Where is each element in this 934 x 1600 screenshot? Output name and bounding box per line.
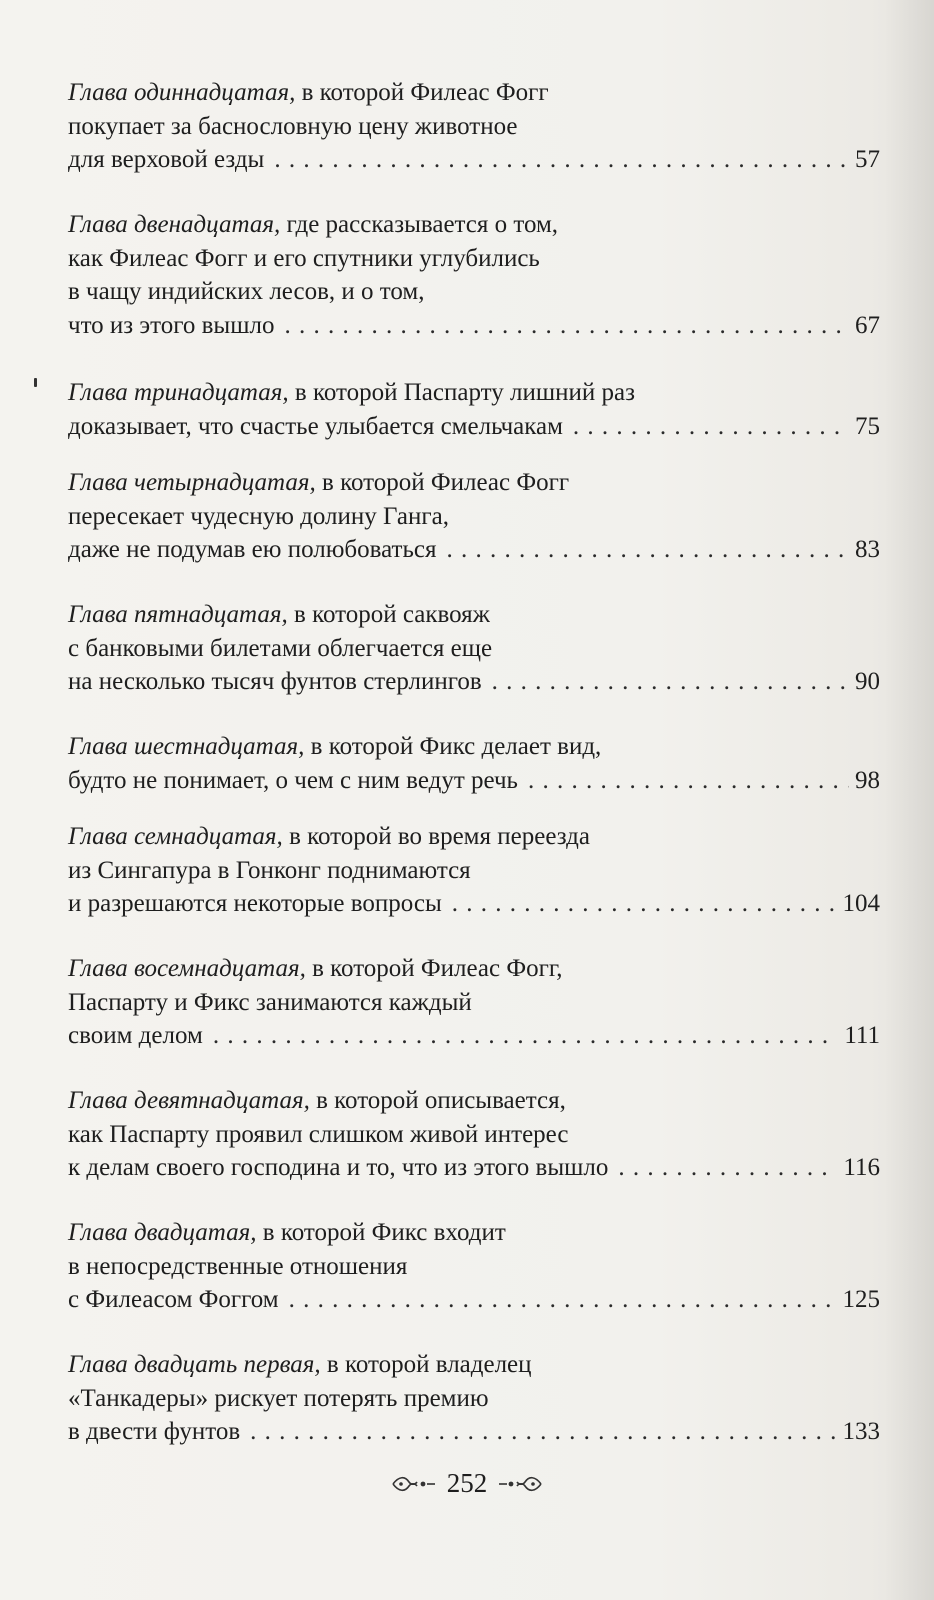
chapter-description: в которой Фикс входит xyxy=(256,1219,506,1246)
toc-page-number: 133 xyxy=(842,1418,880,1445)
chapter-description-line: доказывает, что счастье улыбается смельчакам xyxy=(68,412,563,440)
chapter-description: в которой Филеас Фогг xyxy=(315,469,570,496)
toc-entry-first-line xyxy=(68,376,880,410)
chapter-description: в которой саквояж xyxy=(287,601,490,628)
dot-leader xyxy=(446,533,849,567)
chapter-description-line: в чащу индийских лесов, и о том, xyxy=(68,278,425,305)
toc-entry xyxy=(68,598,880,699)
chapter-description: в которой Филеас Фогг, xyxy=(305,955,563,982)
toc-entry-last-line xyxy=(68,309,880,343)
toc-entry-last-line xyxy=(68,1415,880,1449)
toc-entry-first-line xyxy=(68,598,880,632)
chapter-description-line: даже не подумав ею полюбоваться xyxy=(68,536,437,563)
fleuron-left-icon xyxy=(391,1472,437,1496)
toc-page-number: 111 xyxy=(844,1022,880,1049)
toc-entry-first-line xyxy=(68,820,880,854)
chapter-description-line: с банковыми билетами облегчается еще xyxy=(68,634,493,662)
toc-page-number: 125 xyxy=(842,1286,880,1313)
toc-entry-first-line xyxy=(68,1084,880,1118)
page-footer xyxy=(0,1468,934,1499)
toc-page-number: 83 xyxy=(855,536,880,563)
toc-entry-first-line xyxy=(68,1216,880,1250)
toc-page-number: 57 xyxy=(855,146,880,173)
dot-leader xyxy=(492,665,849,699)
chapter-description: где рассказывается о том, xyxy=(280,211,559,238)
chapter-description-line: своим делом xyxy=(68,1022,203,1049)
chapter-title: Глава двадцать первая, xyxy=(68,1351,321,1378)
toc-entry-first-line xyxy=(68,466,880,500)
chapter-description: в которой Паспарту лишний раз xyxy=(288,379,635,406)
chapter-description: в которой описывается, xyxy=(309,1087,566,1114)
chapter-description-line: Паспарту и Фикс занимаются каждый xyxy=(68,988,472,1016)
toc-entry xyxy=(68,208,880,342)
toc-entry-last-line xyxy=(68,764,880,798)
chapter-title: Глава двадцатая, xyxy=(68,1219,257,1246)
page-number: 252 xyxy=(446,1468,488,1498)
toc-page-number: 98 xyxy=(855,766,880,794)
chapter-title: Глава тринадцатая, xyxy=(68,379,289,406)
chapter-description: в которой во время переезда xyxy=(282,823,590,850)
chapter-description-line: что из этого вышло xyxy=(68,311,275,339)
dot-leader xyxy=(284,309,849,343)
toc-entry-last-line xyxy=(68,410,880,444)
toc-entry xyxy=(68,376,880,443)
chapter-description-line: пересекает чудесную долину Ганга, xyxy=(68,502,449,530)
dot-leader xyxy=(528,764,849,798)
toc-entry xyxy=(68,952,880,1053)
chapter-title: Глава девятнадцатая, xyxy=(68,1087,310,1114)
chapter-description-line: с Филеасом Фоггом xyxy=(68,1286,279,1313)
fleuron-right-icon xyxy=(497,1472,543,1496)
toc-entry-first-line xyxy=(68,208,880,242)
toc-entry xyxy=(68,1348,880,1449)
toc-entry-last-line xyxy=(68,665,880,699)
chapter-title: Глава пятнадцатая, xyxy=(68,601,288,628)
chapter-title: Глава шестнадцатая, xyxy=(68,733,305,760)
chapter-description-line: будто не понимает, о чем с ним ведут речь xyxy=(68,766,518,794)
toc-entry-first-line xyxy=(68,952,880,986)
dot-leader xyxy=(452,887,837,921)
chapter-description-line: «Танкадеры» рискует потерять премию xyxy=(68,1384,489,1412)
toc-page-number: 116 xyxy=(843,1154,880,1181)
chapter-description: в которой владелец xyxy=(320,1351,532,1378)
toc-entry xyxy=(68,730,880,797)
toc-entry-last-line xyxy=(68,1019,880,1053)
chapter-title: Глава восемнадцатая, xyxy=(68,955,306,982)
toc-page-number: 90 xyxy=(855,668,880,695)
chapter-description-line: и разрешаются некоторые вопросы xyxy=(68,890,442,917)
toc-page-number: 67 xyxy=(855,311,880,339)
toc-entry-last-line xyxy=(68,1151,880,1185)
toc-entry-last-line xyxy=(68,887,880,921)
dot-leader xyxy=(250,1415,836,1449)
toc-entry xyxy=(68,466,880,567)
toc-entry xyxy=(68,820,880,921)
toc-entry xyxy=(68,76,880,177)
chapter-description-line: на несколько тысяч фунтов стерлингов xyxy=(68,668,482,695)
toc-entry-last-line xyxy=(68,1283,880,1317)
toc-entry xyxy=(68,1084,880,1185)
toc-entry xyxy=(68,1216,880,1317)
chapter-description: в которой Филеас Фогг xyxy=(295,79,549,106)
toc-entry-first-line xyxy=(68,730,880,764)
dot-leader xyxy=(289,1283,837,1317)
toc-entry-last-line xyxy=(68,143,880,177)
chapter-description-line: из Сингапура в Гонконг поднимаются xyxy=(68,856,471,884)
chapter-description-line: покупает за баснословную цену животное xyxy=(68,112,518,140)
toc-entry-last-line xyxy=(68,533,880,567)
margin-mark xyxy=(34,378,37,387)
dot-leader xyxy=(213,1019,839,1053)
chapter-description-line: в двести фунтов xyxy=(68,1418,241,1445)
page-gutter-shadow xyxy=(884,0,934,1600)
chapter-description-line: для верховой езды xyxy=(68,146,265,173)
dot-leader xyxy=(618,1151,837,1185)
toc-entry-first-line xyxy=(68,76,880,110)
toc-page-number: 104 xyxy=(842,890,880,917)
chapter-title: Глава четырнадцатая, xyxy=(68,469,316,496)
chapter-description-line: как Филеас Фогг и его спутники углубились xyxy=(68,244,540,272)
chapter-title: Глава семнадцатая, xyxy=(68,823,283,850)
chapter-description-line: как Паспарту проявил слишком живой интерес xyxy=(68,1120,569,1148)
dot-leader xyxy=(573,410,849,444)
dot-leader xyxy=(274,143,849,177)
toc-entry-first-line xyxy=(68,1348,880,1382)
chapter-description-line: к делам своего господина и то, что из этого вышло xyxy=(68,1154,609,1181)
chapter-title: Глава одиннадцатая, xyxy=(68,79,296,106)
chapter-title: Глава двенадцатая, xyxy=(68,211,281,238)
chapter-description: в которой Фикс делает вид, xyxy=(304,733,602,760)
chapter-description-line: в непосредственные отношения xyxy=(68,1252,408,1280)
toc-page-number: 75 xyxy=(855,412,880,440)
